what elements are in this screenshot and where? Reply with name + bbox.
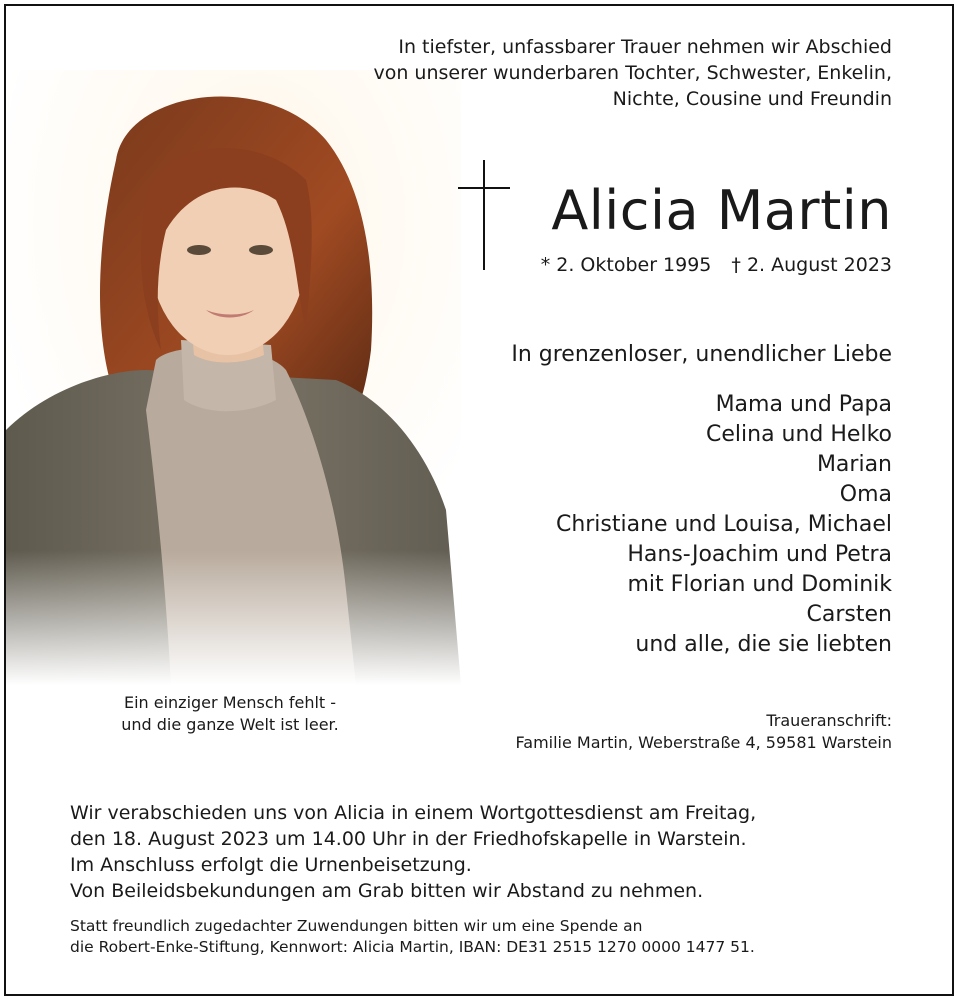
- intro-text: [373, 34, 892, 112]
- address-line: Familie Martin, Weberstraße 4, 59581 Warstein: [515, 733, 892, 752]
- service-line: Wir verabschieden uns von Alicia in einem Wortgottesdienst am Freitag,: [70, 802, 757, 824]
- address-label: Traueranschrift:: [766, 711, 892, 730]
- quote-line: Ein einziger Mensch fehlt -: [123, 693, 337, 712]
- intro-line: von unserer wunderbaren Tochter, Schwester, Enkelin,: [373, 62, 892, 84]
- mourning-address: [516, 710, 892, 754]
- donation-line: Statt freundlich zugedachter Zuwendungen bitten wir um eine Spende an: [70, 917, 643, 935]
- donation-note: [70, 916, 755, 958]
- quote-line: und die ganze Welt ist leer.: [121, 715, 339, 734]
- portrait-photo: [6, 70, 461, 685]
- memorial-quote: [60, 692, 400, 736]
- service-line: Von Beileidsbekundungen am Grab bitten wir Abstand zu nehmen.: [70, 880, 704, 902]
- family-member: Christiane und Louisa, Michael: [555, 512, 892, 537]
- service-announcement: [70, 800, 756, 904]
- intro-line: In tiefster, unfassbarer Trauer nehmen wir Abschied: [398, 36, 892, 58]
- birth-date: * 2. Oktober 1995: [540, 254, 712, 276]
- service-line: den 18. August 2023 um 14.00 Uhr in der Friedhofskapelle in Warstein.: [70, 828, 747, 850]
- intro-line: Nichte, Cousine und Freundin: [612, 88, 892, 110]
- family-member: und alle, die sie liebten: [635, 632, 892, 657]
- family-member: Celina und Helko: [706, 422, 892, 447]
- cross-icon: [456, 158, 512, 272]
- family-member: Hans-Joachim und Petra: [627, 542, 892, 567]
- family-member: mit Florian und Dominik: [627, 572, 892, 597]
- donation-line: die Robert-Enke-Stiftung, Kennwort: Alicia Martin, IBAN: DE31 2515 1270 0000 1477 51.: [70, 938, 755, 956]
- love-line: In grenzenloser, unendlicher Liebe: [511, 342, 892, 367]
- deceased-name: Alicia Martin: [551, 179, 892, 242]
- family-member: Marian: [816, 452, 892, 477]
- family-list: [472, 390, 892, 660]
- family-member: Oma: [839, 482, 892, 507]
- family-member: Carsten: [806, 602, 892, 627]
- life-dates: [541, 252, 892, 278]
- service-line: Im Anschluss erfolgt die Urnenbeisetzung.: [70, 854, 472, 876]
- family-member: Mama und Papa: [715, 392, 892, 417]
- death-date: † 2. August 2023: [731, 254, 892, 276]
